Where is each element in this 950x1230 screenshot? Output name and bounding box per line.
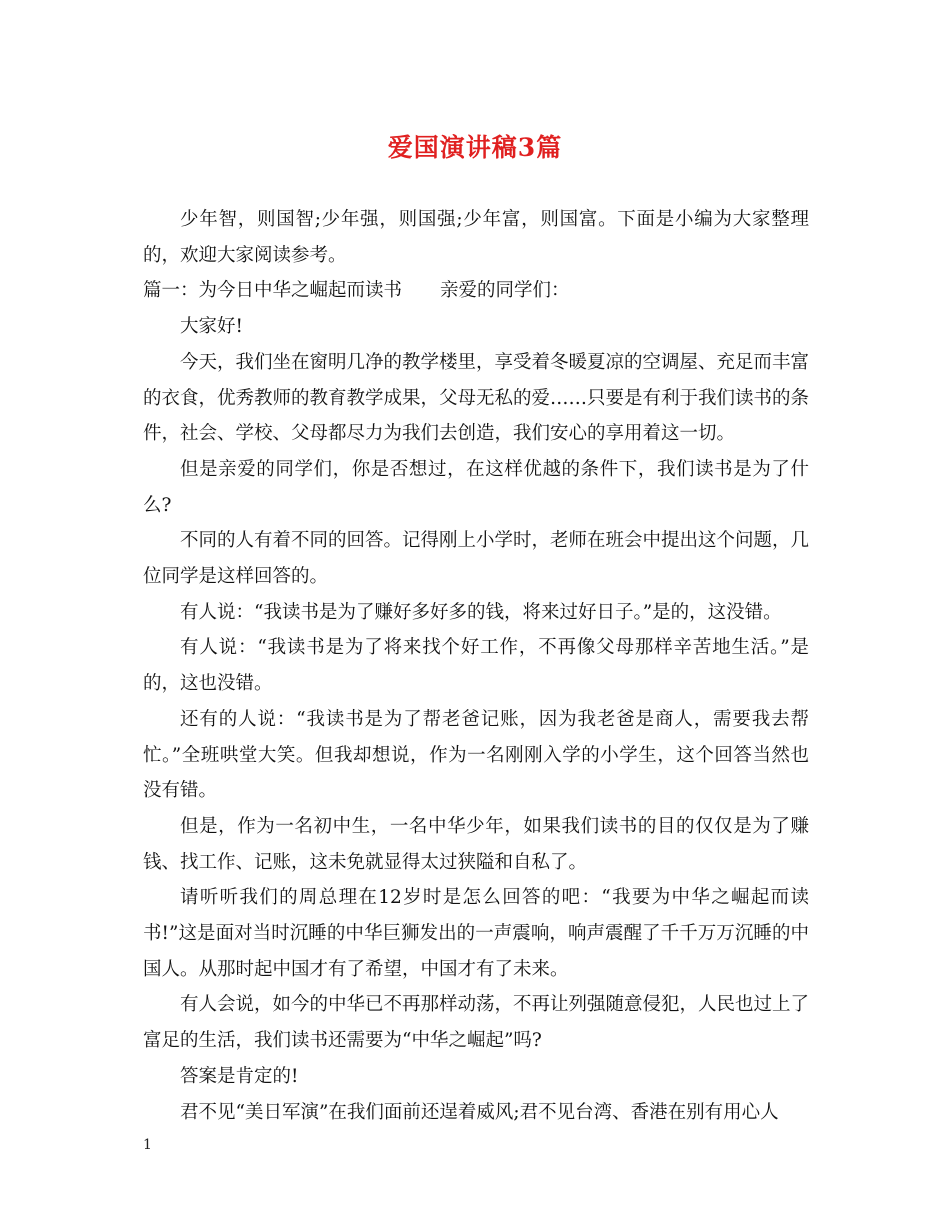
document-title: 爱国演讲稿3篇 <box>387 133 563 162</box>
paragraph: 不同的人有着不同的回答。记得刚上小学时，老师在班会中提出这个问题，几位同学是这样回答的。 <box>143 530 810 588</box>
paragraph: 大家好! <box>180 316 243 338</box>
paragraph: 但是亲爱的同学们，你是否想过，在这样优越的条件下，我们读书是为了什么? <box>143 458 809 516</box>
page-number: 1 <box>143 1137 152 1153</box>
intro-paragraph: 少年智，则国智;少年强，则国强;少年富，则国富。下面是小编为大家整理的，欢迎大家阅读参考。 <box>143 209 809 266</box>
paragraph: 有人说：“我读书是为了赚好多好多的钱，将来过好日子。”是的，这没错。 <box>180 601 782 623</box>
paragraph: 今天，我们坐在窗明几净的教学楼里，享受着冬暖夏凉的空调屋、充足而丰富的衣食，优秀教师的教育教学成果，父母无私的爱……只要是有利于我们读书的条件，社会、学校、父母都尽力为我们去创造，我们安心的享用着这一切。 <box>143 351 810 445</box>
paragraph: 君不见“美日军演”在我们面前还逞着威风;君不见台湾、香港在别有用心人 <box>180 1101 779 1123</box>
paragraph: 有人说：“我读书是为了将来找个好工作，不再像父母那样辛苦地生活。”是的，这也没错。 <box>143 637 809 695</box>
salutation: 亲爱的同学们： <box>440 280 570 302</box>
paragraph: 但是，作为一名初中生，一名中华少年，如果我们读书的目的仅仅是为了赚钱、找工作、记账，这未免就显得太过狭隘和自私了。 <box>143 815 809 873</box>
paragraph: 还有的人说：“我读书是为了帮老爸记账，因为我老爸是商人，需要我去帮忙。”全班哄堂大笑。但我却想说，作为一名刚刚入学的小学生，这个回答当然也没有错。 <box>143 708 809 802</box>
paragraph: 请听听我们的周总理在12岁时是怎么回答的吧：“我要为中华之崛起而读书!”这是面对当时沉睡的中华巨狮发出的一声震响，响声震醒了千千万万沉睡的中国人。从那时起中国才有了希望，中国才有了未来。 <box>143 887 809 980</box>
paragraph: 答案是肯定的! <box>180 1065 299 1087</box>
section-heading-line <box>143 273 809 309</box>
document-body <box>143 202 809 1130</box>
paragraph: 有人会说，如今的中华已不再那样动荡，不再让列强随意侵犯，人民也过上了富足的生活，我们读书还需要为“中华之崛起”吗? <box>143 994 810 1052</box>
section-heading: 篇一：为今日中华之崛起而读书 <box>143 280 403 302</box>
